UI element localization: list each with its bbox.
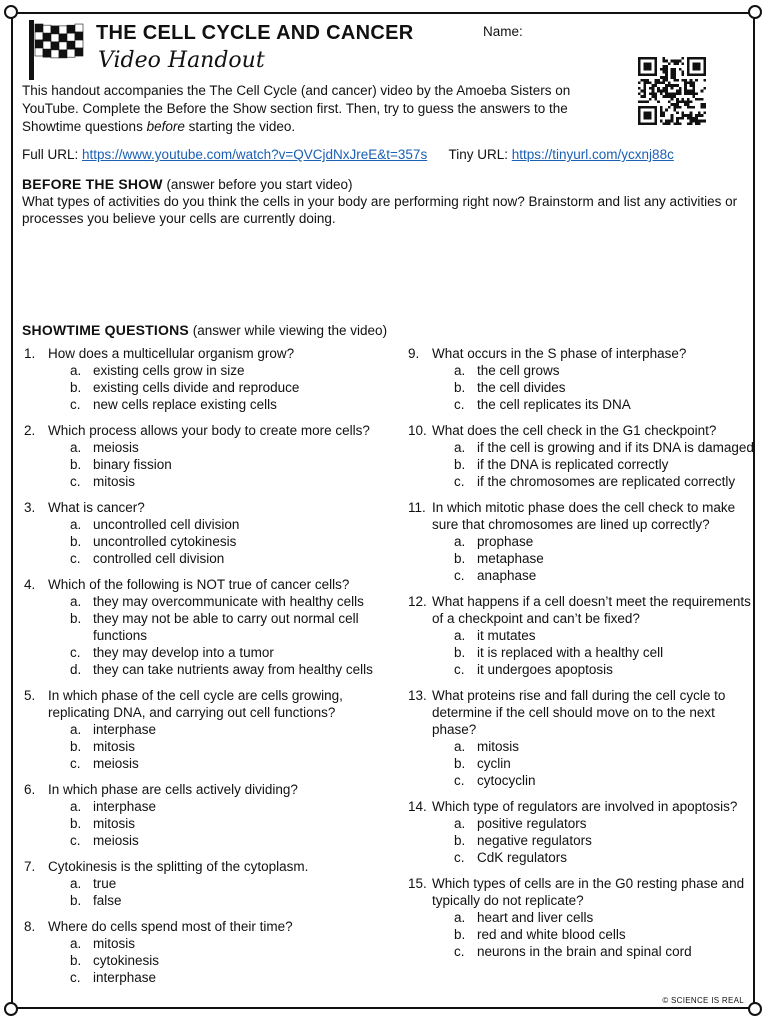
option-text: binary fission xyxy=(93,457,172,472)
option-letter: a. xyxy=(70,594,82,609)
question-number: 10. xyxy=(408,423,427,438)
option-text: CdK regulators xyxy=(477,850,568,865)
page-title: THE CELL CYCLE AND CANCER xyxy=(96,22,414,44)
showtime-heading-row xyxy=(22,322,387,338)
before-the-show-section xyxy=(22,176,752,227)
answer-option xyxy=(24,550,394,567)
option-letter: c. xyxy=(70,551,81,566)
before-the-show-prompt: What types of activities do you think the cells in your body are performing right now? Brainstorm and list any activities or processes you believe your cells are currently doing. xyxy=(22,194,738,226)
question-item xyxy=(24,422,394,490)
question-text: What proteins rise and fall during the cell cycle to determine if the cell should move on to the next phase? xyxy=(432,688,726,737)
answer-option xyxy=(24,362,394,379)
tiny-url-label: Tiny URL: xyxy=(448,147,508,162)
answer-option xyxy=(408,379,754,396)
option-text: controlled cell division xyxy=(93,551,225,566)
option-letter: b. xyxy=(454,927,466,942)
option-text: mitosis xyxy=(477,739,520,754)
option-letter: c. xyxy=(454,568,465,583)
option-letter: c. xyxy=(70,970,81,985)
option-letter: b. xyxy=(70,534,82,549)
question-number: 14. xyxy=(408,799,427,814)
showtime-note: (answer while viewing the video) xyxy=(192,323,388,338)
option-letter: c. xyxy=(70,833,81,848)
question-item xyxy=(408,593,754,678)
option-text: they may overcommunicate with healthy cells xyxy=(93,594,364,609)
answer-option xyxy=(408,396,754,413)
option-text: they may develop into a tumor xyxy=(93,645,274,660)
corner-circle-icon xyxy=(4,1002,18,1016)
question-text: In which phase of the cell cycle are cells growing, replicating DNA, and carrying out cell functions? xyxy=(48,688,343,720)
option-text: cyclin xyxy=(477,756,511,771)
question-item xyxy=(408,798,754,866)
option-text: meiosis xyxy=(93,440,139,455)
option-letter: b. xyxy=(70,816,82,831)
answer-option xyxy=(408,755,754,772)
option-text: heart and liver cells xyxy=(477,910,594,925)
option-letter: a. xyxy=(70,363,82,378)
answer-option xyxy=(408,772,754,789)
option-letter: b. xyxy=(70,739,82,754)
option-text: mitosis xyxy=(93,936,136,951)
option-text: uncontrolled cell division xyxy=(93,517,240,532)
question-item xyxy=(24,345,394,413)
question-text: Which process allows your body to create more cells? xyxy=(48,423,370,438)
option-letter: c. xyxy=(70,474,81,489)
question-number: 8. xyxy=(24,919,36,934)
questions-right-column xyxy=(408,345,754,969)
option-text: meiosis xyxy=(93,756,139,771)
answer-option xyxy=(24,721,394,738)
answer-option xyxy=(24,516,394,533)
answer-option xyxy=(408,550,754,567)
option-letter: b. xyxy=(454,833,466,848)
option-text: anaphase xyxy=(477,568,537,583)
answer-option xyxy=(408,473,754,490)
option-text: neurons in the brain and spinal cord xyxy=(477,944,692,959)
option-text: meiosis xyxy=(93,833,139,848)
question-text: What occurs in the S phase of interphase? xyxy=(432,346,687,361)
option-text: red and white blood cells xyxy=(477,927,626,942)
question-number: 12. xyxy=(408,594,427,609)
intro-paragraph xyxy=(22,82,622,136)
answer-option xyxy=(24,815,394,832)
answer-option xyxy=(24,738,394,755)
option-letter: c. xyxy=(454,850,465,865)
answer-option xyxy=(24,610,394,644)
question-number: 15. xyxy=(408,876,427,891)
question-item xyxy=(408,875,754,960)
answer-option xyxy=(24,935,394,952)
question-text: What is cancer? xyxy=(48,500,145,515)
page-subtitle: Video Handout xyxy=(98,48,265,73)
option-letter: a. xyxy=(454,534,466,549)
question-item xyxy=(408,422,754,490)
question-text: In which mitotic phase does the cell check to make sure that chromosomes are lined up correctly? xyxy=(432,500,736,532)
answer-option xyxy=(24,644,394,661)
option-text: true xyxy=(93,876,117,891)
answer-option xyxy=(24,456,394,473)
option-letter: b. xyxy=(454,380,466,395)
option-text: they can take nutrients away from healthy cells xyxy=(93,662,373,677)
option-letter: a. xyxy=(70,517,82,532)
option-letter: a. xyxy=(454,628,466,643)
answer-option xyxy=(24,755,394,772)
option-letter: d. xyxy=(70,662,82,677)
question-text: In which phase are cells actively dividing? xyxy=(48,782,298,797)
intro-text-end: starting the video. xyxy=(184,119,296,134)
question-item xyxy=(24,781,394,849)
question-number: 6. xyxy=(24,782,36,797)
question-text: Which type of regulators are involved in apoptosis? xyxy=(432,799,738,814)
option-letter: c. xyxy=(454,397,465,412)
question-item xyxy=(408,345,754,413)
intro-emphasis: before xyxy=(146,119,185,134)
answer-option xyxy=(408,533,754,550)
question-number: 3. xyxy=(24,500,36,515)
option-letter: c. xyxy=(454,662,465,677)
answer-option xyxy=(408,815,754,832)
option-text: interphase xyxy=(93,799,157,814)
corner-circle-icon xyxy=(748,1002,762,1016)
full-url-link[interactable]: https://www.youtube.com/watch?v=QVCjdNxJreE&t=357s xyxy=(82,147,428,162)
option-letter: c. xyxy=(454,773,465,788)
question-number: 2. xyxy=(24,423,36,438)
question-number: 7. xyxy=(24,859,36,874)
option-letter: b. xyxy=(454,645,466,660)
answer-option xyxy=(24,875,394,892)
answer-option xyxy=(24,379,394,396)
answer-option xyxy=(24,593,394,610)
question-text: Where do cells spend most of their time? xyxy=(48,919,293,934)
option-letter: a. xyxy=(454,816,466,831)
answer-option xyxy=(24,832,394,849)
question-number: 1. xyxy=(24,346,36,361)
answer-option xyxy=(24,952,394,969)
question-number: 13. xyxy=(408,688,427,703)
answer-option xyxy=(408,456,754,473)
option-letter: b. xyxy=(70,457,82,472)
answer-option xyxy=(408,661,754,678)
option-letter: b. xyxy=(454,551,466,566)
question-text: Cytokinesis is the splitting of the cytoplasm. xyxy=(48,859,309,874)
option-letter: c. xyxy=(454,944,465,959)
answer-option xyxy=(24,533,394,550)
option-text: negative regulators xyxy=(477,833,592,848)
option-letter: a. xyxy=(70,936,82,951)
answer-option xyxy=(24,969,394,986)
option-letter: a. xyxy=(70,440,82,455)
option-letter: a. xyxy=(70,722,82,737)
option-text: it mutates xyxy=(477,628,536,643)
answer-option xyxy=(24,892,394,909)
questions-left-column xyxy=(24,345,394,995)
answer-option xyxy=(408,627,754,644)
option-text: new cells replace existing cells xyxy=(93,397,277,412)
option-letter: a. xyxy=(454,363,466,378)
option-letter: b. xyxy=(70,893,82,908)
option-text: they may not be able to carry out normal cell functions xyxy=(93,611,359,643)
url-row xyxy=(22,147,674,162)
option-letter: b. xyxy=(70,380,82,395)
answer-option xyxy=(408,439,754,456)
question-text: How does a multicellular organism grow? xyxy=(48,346,295,361)
option-text: cytocyclin xyxy=(477,773,536,788)
answer-option xyxy=(408,926,754,943)
name-label: Name: xyxy=(483,24,523,39)
option-text: it is replaced with a healthy cell xyxy=(477,645,664,660)
option-letter: a. xyxy=(454,910,466,925)
answer-option xyxy=(408,738,754,755)
option-text: if the chromosomes are replicated correctly xyxy=(477,474,736,489)
option-text: if the cell is growing and if its DNA is damaged xyxy=(477,440,754,455)
option-letter: b. xyxy=(454,457,466,472)
question-text: What does the cell check in the G1 checkpoint? xyxy=(432,423,717,438)
question-item xyxy=(24,918,394,986)
corner-circle-icon xyxy=(748,5,762,19)
copyright-footer: © SCIENCE IS REAL xyxy=(662,996,744,1005)
option-letter: a. xyxy=(454,440,466,455)
option-text: existing cells divide and reproduce xyxy=(93,380,300,395)
answer-option xyxy=(24,798,394,815)
question-item xyxy=(24,858,394,909)
option-letter: c. xyxy=(70,756,81,771)
answer-option xyxy=(408,849,754,866)
answer-option xyxy=(408,567,754,584)
answer-option xyxy=(24,473,394,490)
question-item xyxy=(24,687,394,772)
before-the-show-note: (answer before you start video) xyxy=(166,177,353,192)
question-item xyxy=(408,499,754,584)
option-text: interphase xyxy=(93,970,157,985)
answer-option xyxy=(408,362,754,379)
answer-option xyxy=(408,909,754,926)
option-letter: b. xyxy=(454,756,466,771)
option-text: uncontrolled cytokinesis xyxy=(93,534,237,549)
answer-option xyxy=(408,832,754,849)
option-text: the cell grows xyxy=(477,363,560,378)
question-text: Which types of cells are in the G0 resting phase and typically do not replicate? xyxy=(432,876,745,908)
option-text: mitosis xyxy=(93,816,136,831)
answer-option xyxy=(24,439,394,456)
option-letter: a. xyxy=(70,799,82,814)
full-url-label: Full URL: xyxy=(22,147,79,162)
option-letter: c. xyxy=(70,397,81,412)
qr-code-icon xyxy=(638,57,706,125)
before-the-show-heading: BEFORE THE SHOW xyxy=(22,176,163,192)
tiny-url-link[interactable]: https://tinyurl.com/ycxnj88c xyxy=(511,147,674,162)
corner-circle-icon xyxy=(4,5,18,19)
option-text: if the DNA is replicated correctly xyxy=(477,457,669,472)
answer-option xyxy=(24,661,394,678)
answer-option xyxy=(24,396,394,413)
answer-option xyxy=(408,943,754,960)
question-number: 5. xyxy=(24,688,36,703)
question-item xyxy=(24,576,394,678)
question-number: 4. xyxy=(24,577,36,592)
option-text: prophase xyxy=(477,534,534,549)
option-text: the cell replicates its DNA xyxy=(477,397,631,412)
option-text: positive regulators xyxy=(477,816,587,831)
question-number: 11. xyxy=(408,500,426,515)
option-letter: a. xyxy=(454,739,466,754)
option-text: interphase xyxy=(93,722,157,737)
option-text: cytokinesis xyxy=(93,953,160,968)
option-letter: b. xyxy=(70,611,82,626)
option-letter: a. xyxy=(70,876,82,891)
option-text: existing cells grow in size xyxy=(93,363,245,378)
question-item xyxy=(24,499,394,567)
option-text: metaphase xyxy=(477,551,544,566)
option-text: mitosis xyxy=(93,739,136,754)
option-text: mitosis xyxy=(93,474,136,489)
option-letter: c. xyxy=(70,645,81,660)
option-text: the cell divides xyxy=(477,380,566,395)
question-text: What happens if a cell doesn’t meet the requirements of a checkpoint and can’t be fixed? xyxy=(432,594,751,626)
answer-option xyxy=(408,644,754,661)
intro-text: This handout accompanies the The Cell Cycle (and cancer) video by the Amoeba Sisters on YouTube. Complete the Before the Show section first. Then, try to guess the answers to the Showtime questions xyxy=(22,83,571,134)
question-number: 9. xyxy=(408,346,420,361)
question-item xyxy=(408,687,754,789)
checkered-flag-icon xyxy=(26,18,90,82)
option-letter: c. xyxy=(454,474,465,489)
option-letter: b. xyxy=(70,953,82,968)
showtime-heading: SHOWTIME QUESTIONS xyxy=(22,322,189,338)
question-text: Which of the following is NOT true of cancer cells? xyxy=(48,577,350,592)
option-text: it undergoes apoptosis xyxy=(477,662,613,677)
option-text: false xyxy=(93,893,122,908)
